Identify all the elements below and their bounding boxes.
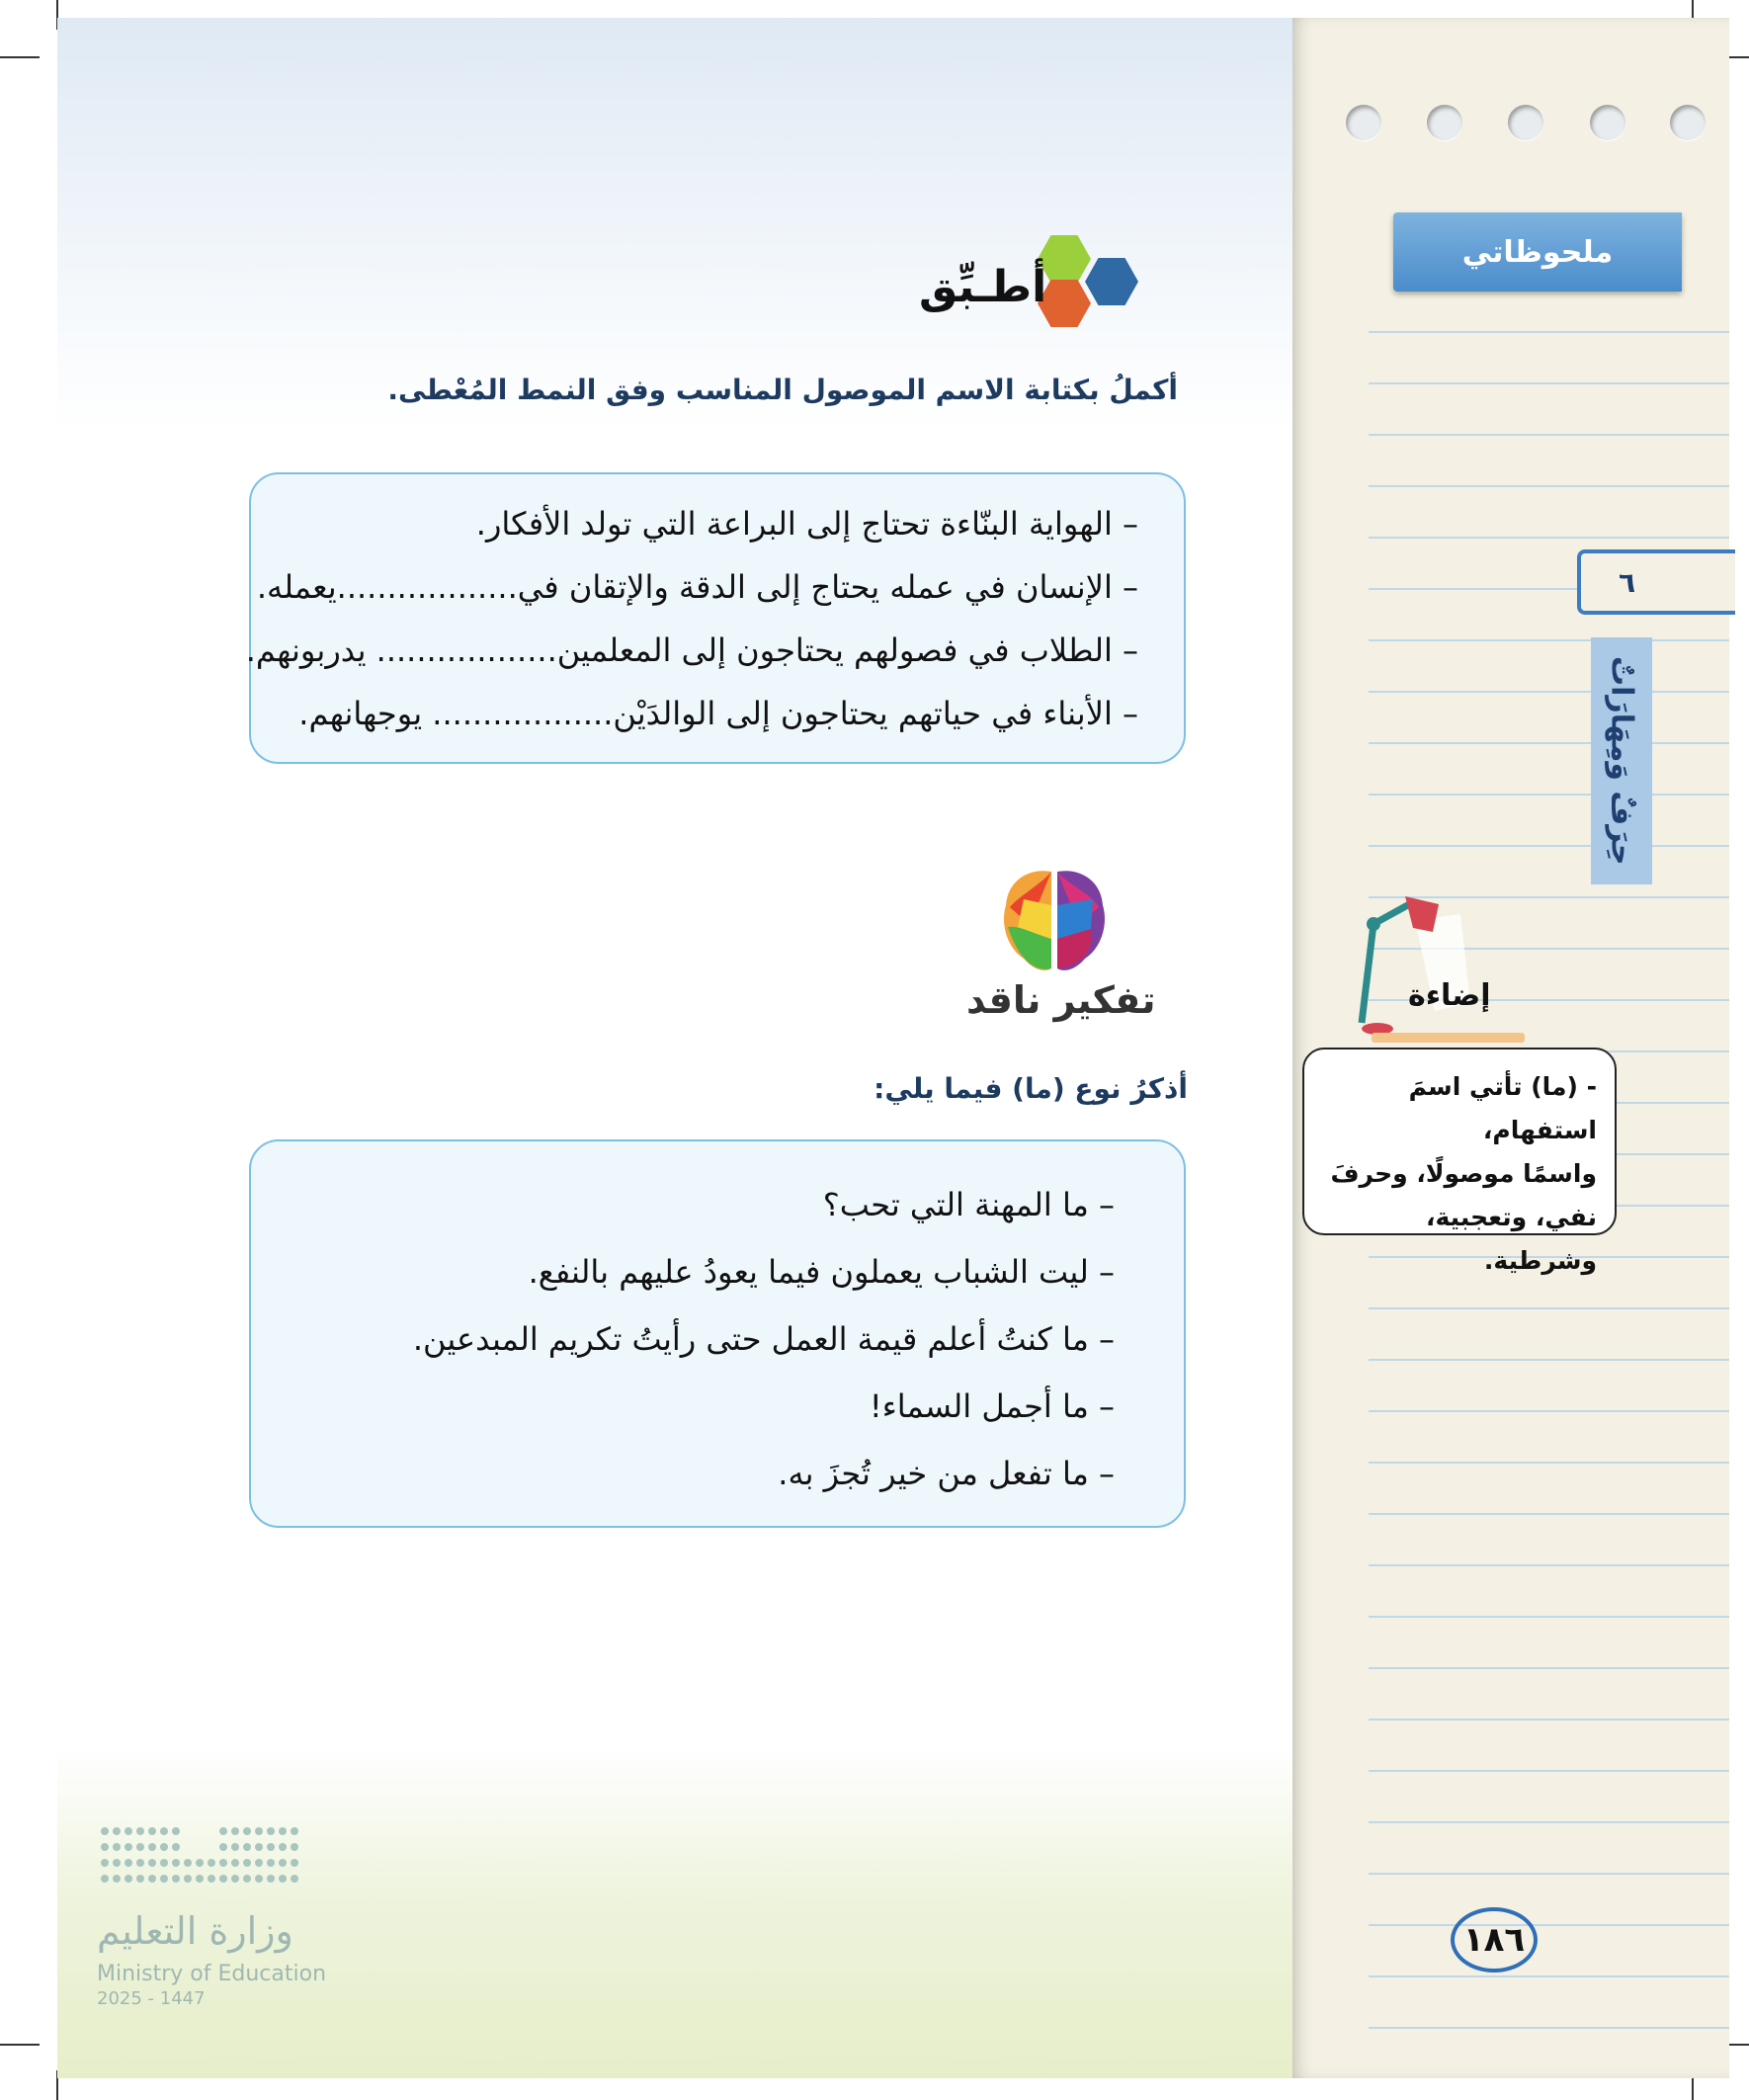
desk-lamp-icon [1344,894,1482,1043]
crop-mark [0,2044,40,2046]
logo-dot [279,1859,287,1867]
logo-dot [160,1827,168,1835]
logo-dot [231,1843,239,1851]
ruled-line [1369,1307,1729,1309]
logo-dot [148,1859,156,1867]
logo-dot [243,1859,251,1867]
logo-dot [231,1875,239,1883]
logo-dot [184,1875,192,1883]
logo-dot [113,1827,121,1835]
ruled-line [1369,1975,1729,1977]
logo-dot [219,1827,227,1835]
exercise-line: – الطلاب في فصولهم يحتاجون إلى المعلمين.................. يدربونهم. [245,631,1138,669]
logo-dot [267,1843,275,1851]
logo-dot [113,1843,121,1851]
exercise-line: – ما كنتُ أعلم قيمة العمل حتى رأيتُ تكريم المبدعين. [412,1320,1115,1358]
ruled-line [1369,1564,1729,1566]
ruled-line [1369,1616,1729,1618]
apply-title: أطـبِّق [919,262,1047,312]
crop-mark [0,56,40,58]
ruled-line [1369,1462,1729,1464]
chapter-title: حِرَفٌ وَمِهَارَاتٌ [1604,656,1639,866]
exercise-line: – الإنسان في عمله يحتاج إلى الدقة والإتقان في..................يعمله. [256,568,1138,606]
ministry-name-arabic: وزارة التعليم [97,1909,293,1953]
logo-dot [243,1827,251,1835]
logo-dot [231,1827,239,1835]
ministry-year: 2025 - 1447 [97,1988,206,2009]
tip-line: - (ما) تأتي اسمَ استفهام، [1408,1072,1597,1144]
ruled-line [1369,691,1729,693]
ministry-name-english: Ministry of Education [97,1962,327,1986]
ruled-line [1369,1770,1729,1772]
logo-dot [267,1875,275,1883]
logo-dot [101,1843,109,1851]
ruled-line [1369,331,1729,333]
logo-dot [101,1875,109,1883]
ruled-line [1369,485,1729,487]
ruled-line [1369,1873,1729,1875]
logo-dot [255,1859,263,1867]
exercise-line: – ما تفعل من خير تُجزَ به. [778,1455,1115,1492]
brain-icon [1000,866,1109,976]
ruled-line [1369,382,1729,384]
logo-dot [125,1875,132,1883]
apply-exercise-box [245,472,1186,764]
logo-dot [219,1843,227,1851]
logo-dot [279,1843,287,1851]
logo-dot [125,1827,132,1835]
logo-dot [172,1875,180,1883]
binder-hole [1670,105,1706,140]
exercise-line: – الأبناء في حياتهم يحتاجون إلى الوالدَيْن.................. يوجهانهم. [298,695,1138,732]
tip-box [1302,1048,1617,1275]
ruled-line [1369,1924,1729,1926]
ruled-line [1369,1359,1729,1361]
exercise-line: – ليت الشباب يعملون فيما يعودُ عليهم بالنفع. [528,1253,1115,1291]
ruled-line [1369,794,1729,796]
logo-dot [101,1827,109,1835]
logo-dot [136,1827,144,1835]
logo-dot [196,1859,204,1867]
binder-hole [1508,105,1543,140]
logo-dot [279,1827,287,1835]
ministry-logo-icon [97,1823,309,1892]
logo-dot [255,1827,263,1835]
logo-dot [148,1875,156,1883]
logo-dot [291,1827,298,1835]
logo-dot [160,1843,168,1851]
notes-tab [1393,212,1682,292]
ruled-line [1369,845,1729,847]
tip-title: إضاءة [1408,978,1491,1013]
logo-dot [160,1875,168,1883]
tip-line: نفي، وتعجبية، وشرطية. [1426,1203,1597,1275]
ruled-line [1369,1513,1729,1515]
logo-dot [291,1843,298,1851]
logo-dot [267,1859,275,1867]
logo-dot [243,1875,251,1883]
binder-hole [1346,105,1381,140]
exercise-line: – ما أجمل السماء! [869,1387,1115,1425]
exercise-line: – الهواية البنّاءة تحتاج إلى البراعة التي تولد الأفكار. [475,505,1138,543]
ruled-line [1369,537,1729,539]
apply-instruction: أكملُ بكتابة الاسم الموصول المناسب وفق النمط المُعْطى. [387,374,1178,406]
exercise-line: – ما المهنة التي تحب؟ [822,1186,1115,1223]
logo-dot [136,1859,144,1867]
logo-dot [219,1859,227,1867]
logo-dot [208,1859,215,1867]
ruled-line [1369,434,1729,436]
logo-dot [267,1827,275,1835]
logo-dot [160,1859,168,1867]
logo-dot [184,1859,192,1867]
critical-exercise-box [249,1139,1186,1528]
logo-dot [172,1843,180,1851]
logo-dot [231,1859,239,1867]
logo-dot [243,1843,251,1851]
logo-dot [113,1875,121,1883]
logo-dot [255,1875,263,1883]
logo-dot [208,1875,215,1883]
logo-dot [148,1843,156,1851]
logo-dot [255,1843,263,1851]
ruled-line [1369,1410,1729,1412]
logo-dot [148,1827,156,1835]
logo-dot [136,1843,144,1851]
critical-instruction: أذكرُ نوع (ما) فيما يلي: [874,1072,1188,1105]
critical-thinking-title: تفكير ناقد [966,978,1156,1022]
main-content-area [57,18,1292,2078]
logo-dot [125,1843,132,1851]
chapter-number-box [1577,549,1735,615]
chapter-ribbon [1591,637,1652,884]
tip-line: واسمًا موصولًا، وحرفَ [1330,1159,1597,1188]
logo-dot [219,1875,227,1883]
ruled-line [1369,1821,1729,1823]
lamp-shelf [1372,1033,1525,1043]
ruled-line [1369,1667,1729,1669]
ruled-line [1369,2027,1729,2029]
ruled-line [1369,1719,1729,1721]
notes-label: ملحوظاتي [1461,234,1614,270]
ruled-line [1369,742,1729,744]
logo-dot [172,1827,180,1835]
logo-dot [291,1859,298,1867]
logo-dot [136,1875,144,1883]
logo-dot [279,1875,287,1883]
logo-dot [196,1875,204,1883]
page-number: ١٨٦ [1451,1907,1538,1973]
logo-dot [291,1875,298,1883]
binder-hole [1590,105,1625,140]
ruled-line [1369,639,1729,641]
logo-dot [125,1859,132,1867]
chapter-number: ٦ [1619,565,1636,599]
logo-dot [101,1859,109,1867]
logo-dot [172,1859,180,1867]
binder-hole [1427,105,1462,140]
logo-dot [113,1859,121,1867]
